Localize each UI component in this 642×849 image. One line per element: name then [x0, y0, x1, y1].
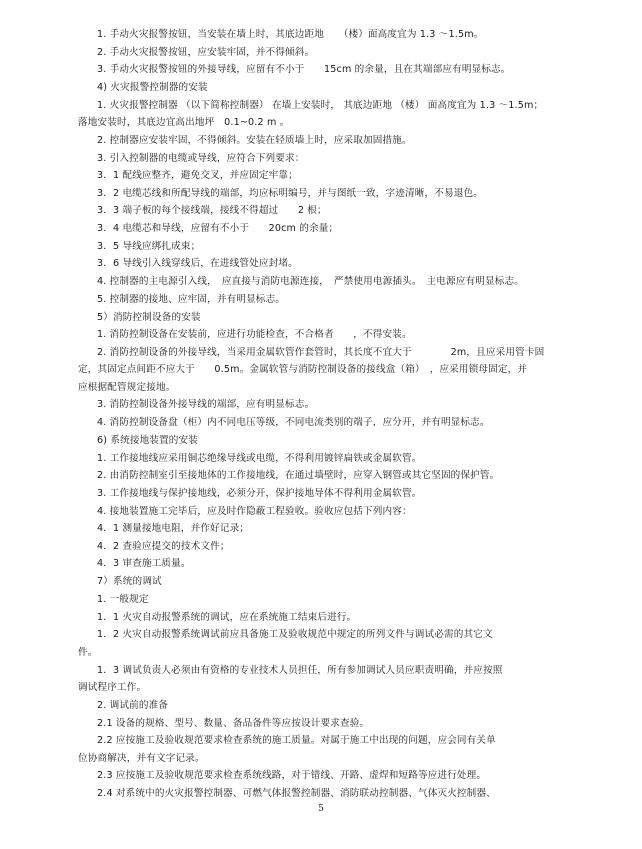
text-line: 2. 调试前的准备	[97, 700, 169, 711]
text-line: 1．2 火灾自动报警系统调试前应具备施工及验收规范中规定的所列文件与调试必需的其它文	[97, 629, 493, 640]
text-line: 4. 接地装置施工完毕后，应及时作隐蔽工程验收。验收应包括下列内容：	[97, 506, 412, 517]
text-line: 2.1 设备的规格、型号、数量、备品备件等应按设计要求查验。	[97, 718, 370, 729]
text-line: 2. 手动火灾报警按钮，应安装牢固，并不得倾斜。	[97, 47, 315, 58]
text-line: 5）消防控制设备的安装	[97, 312, 201, 323]
text-line: 4. 消防控制设备盘（柜）内不同电压等级，不同电流类别的端子，应分开，并有明显标志。	[97, 417, 490, 428]
text-line: 4．1 测量接地电阻，并作好记录；	[97, 523, 250, 534]
text-line: 2.4 对系统中的火灾报警控制器、可燃气体报警控制器、消防联动控制器、气体灭火控制器、	[97, 788, 496, 799]
text-line: 1. 一般规定	[97, 594, 149, 605]
text-line: 3．1 配线应整齐，避免交叉，并应固定牢靠；	[97, 170, 298, 181]
text-line: 2. 消防控制设备的外接导线，当采用金属软管作套管时，其长度不宜大于 2m，且应采用管卡固	[97, 347, 545, 358]
text-line: 2. 控制器应安装牢固，不得倾斜。安装在轻质墙上时，应采取加固措施。	[97, 135, 412, 146]
text-line: 4．3 审查施工质量。	[97, 558, 191, 569]
text-line: 4．2 查验应提交的技术文件；	[97, 541, 230, 552]
text-line: 3．2 电缆芯线和所配导线的端部，均应标明编号，并与图纸一致，字迹清晰，不易退色。	[97, 188, 483, 199]
page-number: 5	[318, 804, 324, 814]
text-line: 6) 系统接地装置的安装	[97, 435, 199, 446]
text-line: 1. 手动火灾报警按钮，当安装在墙上时，其底边距地 （楼）面高度宜为 1.3 ～1.5m。	[97, 29, 484, 40]
text-line: 4. 控制器的主电源引入线， 应直接与消防电源连接， 严禁使用电源插头。 主电源应有明显标志。	[97, 276, 524, 287]
text-line: 1. 火灾报警控制器 （以下简称控制器） 在墙上安装时， 其底边距地 （楼） 面高度宜为 1.3 ～1.5m；	[97, 100, 544, 111]
text-line: 3. 工作接地线与保护接地线，必须分开，保护接地导体不得利用金属软管。	[97, 488, 422, 499]
text-line: 3．6 导线引入线穿线后，在进线管处应封堵。	[97, 258, 298, 269]
text-line: 7）系统的调试	[97, 576, 162, 587]
text-line: 1. 消防控制设备在安装前，应进行功能检查，不合格者 ，不得安装。	[97, 329, 412, 340]
text-line: 应根据配管规定接地。	[78, 382, 176, 393]
text-line: 3．5 导线应绑扎成束；	[97, 241, 201, 252]
text-line: 2.3 应按施工及验收规范要求检查系统线路，对于错线、开路、虚焊和短路等应进行处理。	[97, 770, 487, 781]
text-line: 定，其固定点间距不应大于 0.5m。金属软管与消防控制设备的接线盒（箱） ，应采用锁母固定，并	[78, 364, 528, 375]
text-line: 4) 火灾报警控制器的安装	[97, 82, 208, 93]
text-line: 件。	[78, 647, 98, 658]
text-line: 调试程序工作。	[78, 682, 147, 693]
text-line: 落地安装时，其底边宜高出地坪 0.1~0.2 m 。	[78, 117, 290, 128]
text-line: 5. 控制器的接地、应牢固，并有明显标志。	[97, 294, 286, 305]
text-line: 3．3 端子板的每个接线端，接线不得超过 2 根；	[97, 205, 327, 216]
text-line: 2.2 应按施工及验收规范要求检查系统的施工质量。对属于施工中出现的问题，应会同有关单	[97, 735, 496, 746]
text-line: 位协商解决，并有文字记录。	[78, 753, 205, 764]
text-line: 1．1 火灾自动报警系统的调试，应在系统施工结束后进行。	[97, 612, 357, 623]
text-line: 3．4 电缆芯和导线，应留有不小于 20cm 的余量；	[97, 223, 339, 234]
text-line: 2. 由消防控制室引至接地体的工作接地线，在通过墙壁时，应穿入钢管或其它坚固的保护管。	[97, 470, 500, 481]
text-line: 3. 消防控制设备外接导线的端部，应有明显标志。	[97, 399, 315, 410]
text-line: 1．3 调试负责人必须由有资格的专业技术人员担任，所有参加调试人员应职责明确，并应按照	[97, 665, 503, 676]
text-line: 3. 引入控制器的电缆或导线，应符合下列要求：	[97, 153, 305, 164]
text-line: 3. 手动火灾报警按钮的外接导线，应留有不小于 15cm 的余量，且在其端部应有明显标志。	[97, 64, 511, 75]
text-line: 1. 工作接地线应采用铜芯绝缘导线或电缆，不得利用镀锌扁铁或金属软管。	[97, 453, 422, 464]
